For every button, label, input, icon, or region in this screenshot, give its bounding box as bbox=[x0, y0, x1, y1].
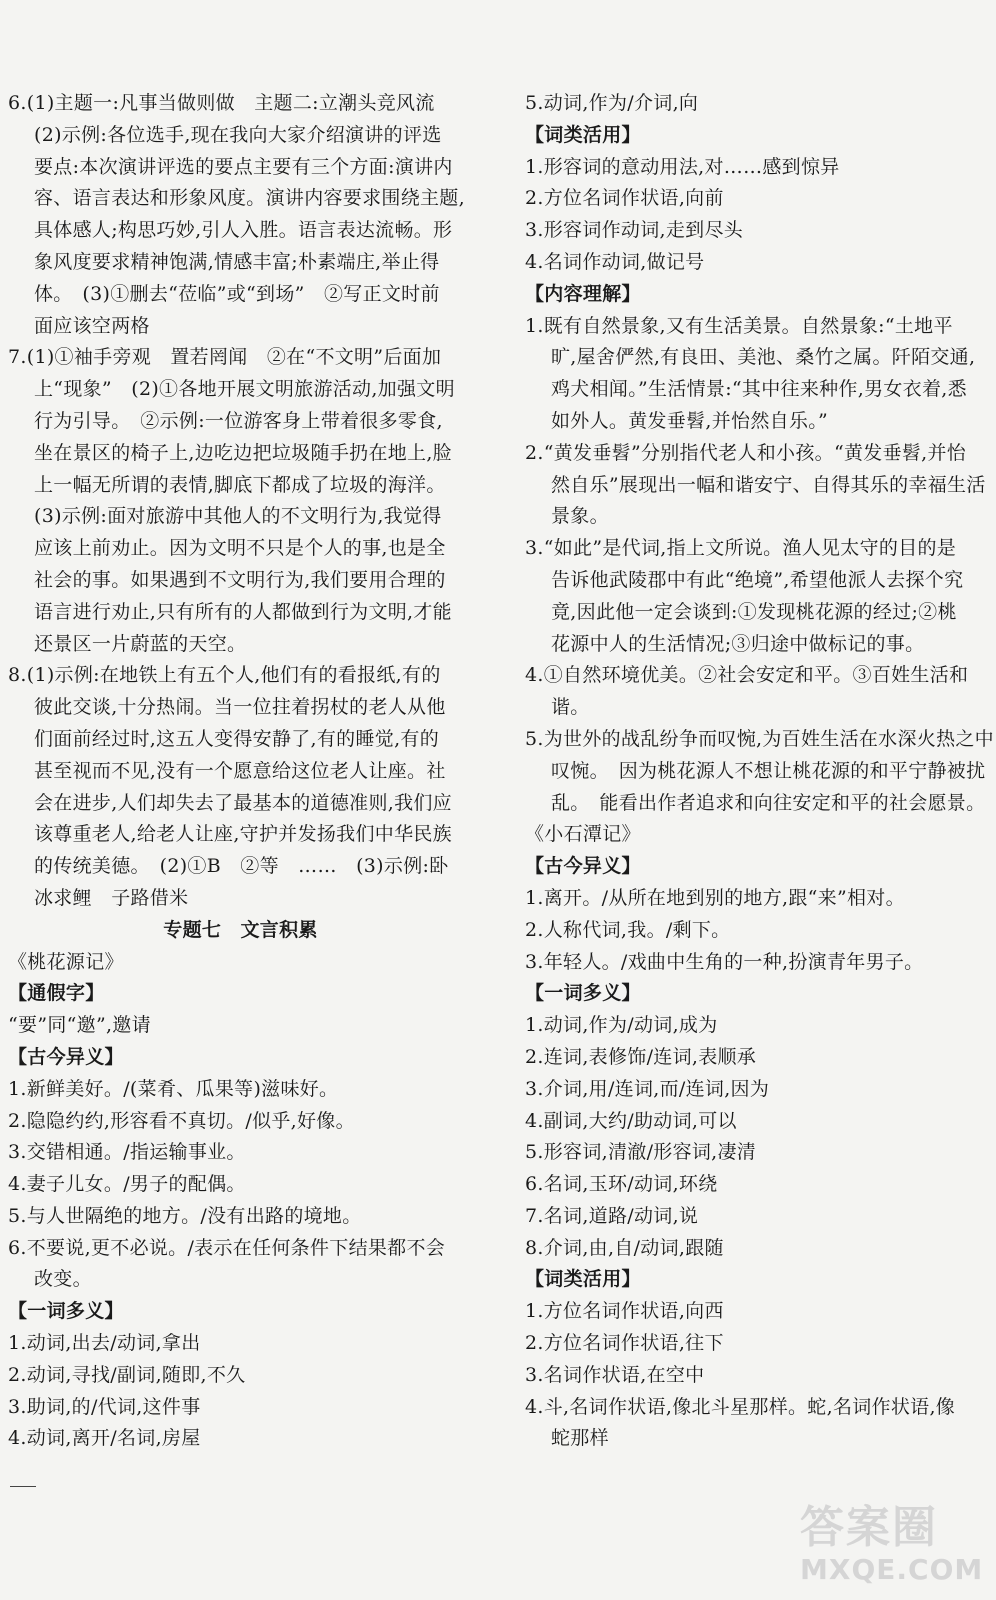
answer-line: 上“现象” (2)①各地开展文明旅游活动,加强文明 bbox=[34, 378, 455, 401]
section-title: 专题七 文言积累 bbox=[163, 918, 318, 941]
category-heading: 【一词多义】 bbox=[8, 1300, 124, 1323]
answer-line: 如外人。黄发垂髫,并怡然自乐。” bbox=[551, 409, 829, 432]
left-column bbox=[8, 88, 483, 1455]
answer-line: 面应该空两格 bbox=[34, 314, 150, 337]
text-title: 《桃花源记》 bbox=[8, 950, 124, 973]
answer-line: 1.既有自然景象,又有生活美景。自然景象:“土地平 bbox=[525, 314, 953, 337]
answer-line: 蛇那样 bbox=[551, 1427, 609, 1450]
answer-line: 4.副词,大约/助动词,可以 bbox=[525, 1109, 737, 1132]
answer-line: 4.斗,名词作状语,像北斗星那样。蛇,名词作状语,像 bbox=[525, 1395, 956, 1418]
watermark-logo bbox=[800, 1502, 986, 1590]
answer-line: 5.动词,作为/介词,向 bbox=[525, 92, 699, 114]
answer-line: 6.不要说,更不必说。/表示在任何条件下结果都不会 bbox=[8, 1236, 446, 1259]
answer-line: 要点:本次演讲评选的要点主要有三个方面:演讲内 bbox=[34, 155, 453, 178]
answer-line: “要”同“邀”,邀请 bbox=[8, 1014, 151, 1037]
category-heading: 【通假字】 bbox=[8, 982, 105, 1005]
answer-line: 3.名词作状语,在空中 bbox=[525, 1363, 705, 1386]
category-heading: 【古今异义】 bbox=[8, 1045, 124, 1068]
answer-line: 告诉他武陵郡中有此“绝境”,希望他派人去探个究 bbox=[551, 568, 964, 591]
right-column bbox=[525, 88, 994, 1455]
answer-line: 具体感人;构思巧妙,引人入胜。语言表达流畅。形 bbox=[34, 219, 453, 242]
answer-line: 7.名词,道路/动词,说 bbox=[525, 1204, 699, 1227]
answer-line: 7.(1)①袖手旁观 置若罔闻 ②在“不文明”后面加 bbox=[8, 346, 442, 369]
answer-line: 冰求鲤 子路借米 bbox=[34, 886, 189, 909]
answer-line: 3.交错相通。/指运输事业。 bbox=[8, 1141, 246, 1164]
answer-line: 2.连词,表修饰/连词,表顺承 bbox=[525, 1045, 757, 1068]
footer-rule bbox=[10, 1486, 36, 1487]
answer-line: 6.名词,玉环/动词,环绕 bbox=[525, 1173, 718, 1196]
answer-line: 旷,屋舍俨然,有良田、美池、桑竹之属。阡陌交通, bbox=[551, 346, 976, 369]
category-heading: 【内容理解】 bbox=[525, 282, 641, 305]
answer-line: 8.(1)示例:在地铁上有五个人,他们有的看报纸,有的 bbox=[8, 664, 441, 687]
answer-line: 3.“如此”是代词,指上文所说。渔人见太守的目的是 bbox=[525, 537, 957, 560]
answer-line: 景象。 bbox=[551, 505, 609, 528]
answer-line: 1.新鲜美好。/(菜肴、瓜果等)滋味好。 bbox=[8, 1077, 339, 1100]
answer-line: 坐在景区的椅子上,边吃边把垃圾随手扔在地上,脸 bbox=[34, 441, 452, 464]
answer-line: 2.动词,寻找/副词,随即,不久 bbox=[8, 1363, 246, 1386]
answer-line: 乱。 能看出作者追求和向往安定和平的社会愿景。 bbox=[551, 791, 986, 814]
answer-line: 2.方位名词作状语,往下 bbox=[525, 1332, 724, 1355]
answer-line: (2)示例:各位选手,现在我向大家介绍演讲的评选 bbox=[34, 123, 442, 146]
category-heading: 【古今异义】 bbox=[525, 855, 641, 878]
answer-line: 应该上前劝止。因为文明不只是个人的事,也是全 bbox=[34, 537, 446, 560]
answer-line: (3)示例:面对旅游中其他人的不文明行为,我觉得 bbox=[34, 505, 442, 528]
answer-line: 该尊重老人,给老人让座,守护并发扬我们中华民族 bbox=[34, 823, 452, 846]
answer-line: 还景区一片蔚蓝的天空。 bbox=[34, 632, 247, 655]
answer-line: 1.离开。/从所在地到别的地方,跟“来”相对。 bbox=[525, 886, 905, 909]
answer-line: 8.介词,由,自/动词,跟随 bbox=[525, 1236, 724, 1259]
answer-line: 体。 (3)①删去“莅临”或“到场” ②写正文时前 bbox=[34, 282, 440, 305]
answer-line: 社会的事。如果遇到不文明行为,我们要用合理的 bbox=[34, 568, 446, 591]
answer-line: 改变。 bbox=[34, 1268, 92, 1291]
answer-line: 5.为世外的战乱纷争而叹惋,为百姓生活在水深火热之中 bbox=[525, 727, 994, 750]
answer-line: 花源中人的生活情况;③归途中做标记的事。 bbox=[551, 632, 925, 655]
answer-line: 2.“黄发垂髫”分别指代老人和小孩。“黄发垂髫,并怡 bbox=[525, 441, 967, 464]
category-heading: 【词类活用】 bbox=[525, 123, 641, 146]
answer-line: 的传统美德。 (2)①B ②等 …… (3)示例:卧 bbox=[34, 855, 449, 878]
category-heading: 【词类活用】 bbox=[525, 1268, 641, 1291]
category-heading: 【一词多义】 bbox=[525, 982, 641, 1005]
answer-line: 甚至视而不见,没有一个愿意给这位老人让座。社 bbox=[34, 759, 446, 782]
answer-line: 鸡犬相闻。”生活情景:“其中往来种作,男女衣着,悉 bbox=[551, 378, 967, 401]
answer-line: 2.方位名词作状语,向前 bbox=[525, 187, 724, 210]
answer-line: 5.形容词,清澈/形容词,凄清 bbox=[525, 1141, 757, 1164]
answer-line: 5.与人世隔绝的地方。/没有出路的境地。 bbox=[8, 1204, 362, 1227]
answer-line: 4.动词,离开/名词,房屋 bbox=[8, 1427, 201, 1450]
answer-line: 3.助词,的/代词,这件事 bbox=[8, 1395, 201, 1418]
answer-line: 上一幅无所谓的表情,脚底下都成了垃圾的海洋。 bbox=[34, 473, 446, 496]
answer-line: 叹惋。 因为桃花源人不想让桃花源的和平宁静被扰 bbox=[551, 759, 986, 782]
answer-line: 然自乐”展现出一幅和谐安宁、自得其乐的幸福生活 bbox=[551, 473, 986, 496]
answer-line: 容、语言表达和形象风度。演讲内容要求围绕主题, bbox=[34, 187, 465, 210]
answer-line: 会在进步,人们却失去了最基本的道德准则,我们应 bbox=[34, 791, 452, 814]
answer-line: 3.年轻人。/戏曲中生角的一种,扮演青年男子。 bbox=[525, 950, 924, 973]
answer-line: 1.动词,作为/动词,成为 bbox=[525, 1014, 718, 1037]
answer-line: 语言进行劝止,只有所有的人都做到行为文明,才能 bbox=[34, 600, 452, 623]
answer-line: 3.介词,用/连词,而/连词,因为 bbox=[525, 1077, 770, 1100]
answer-line: 6.(1)主题一:凡事当做则做 主题二:立潮头竞风流 bbox=[8, 92, 435, 114]
answer-line: 竟,因此他一定会谈到:①发现桃花源的经过;②桃 bbox=[551, 600, 957, 623]
answer-line: 4.①自然环境优美。②社会安定和平。③百姓生活和 bbox=[525, 664, 969, 687]
answer-line: 1.方位名词作状语,向西 bbox=[525, 1300, 724, 1323]
watermark-mark: 答案圈 bbox=[800, 1502, 938, 1553]
answer-line: 4.名词作动词,做记号 bbox=[525, 250, 705, 273]
answer-line: 彼此交谈,十分热闹。当一位拄着拐杖的老人从他 bbox=[34, 696, 446, 719]
answer-line: 4.妻子儿女。/男子的配偶。 bbox=[8, 1173, 246, 1196]
watermark-url: MXQE.COM bbox=[800, 1553, 984, 1586]
answer-line: 2.人称代词,我。/剩下。 bbox=[525, 918, 731, 941]
text-title: 《小石潭记》 bbox=[525, 823, 641, 846]
answer-line: 象风度要求精神饱满,情感丰富;朴素端庄,举止得 bbox=[34, 250, 440, 273]
answer-line: 行为引导。 ②示例:一位游客身上带着很多零食, bbox=[34, 409, 443, 432]
answer-line: 1.动词,出去/动词,拿出 bbox=[8, 1332, 201, 1355]
answer-line: 们面前经过时,这五人变得安静了,有的睡觉,有的 bbox=[34, 727, 440, 750]
answer-line: 3.形容词作动词,走到尽头 bbox=[525, 219, 744, 242]
answer-line: 谐。 bbox=[551, 696, 590, 719]
answer-line: 2.隐隐约约,形容看不真切。/似乎,好像。 bbox=[8, 1109, 355, 1132]
answer-line: 1.形容词的意动用法,对……感到惊异 bbox=[525, 155, 840, 178]
